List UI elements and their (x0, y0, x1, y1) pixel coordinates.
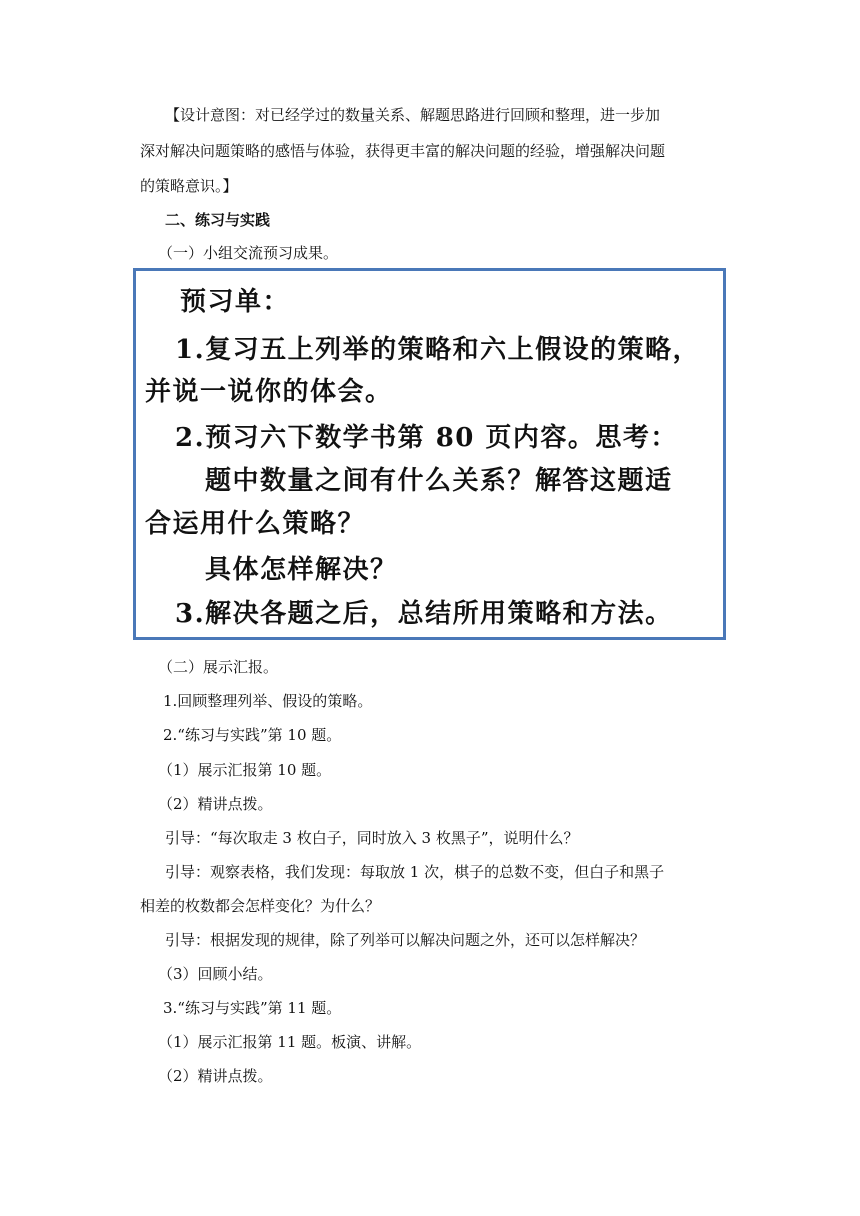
item-11-explain: （2）精讲点拨。 (158, 1067, 273, 1085)
section-title: 二、练习与实践 (165, 211, 271, 229)
design-intent-line-1: 【设计意图：对已经学过的数量关系、解题思路进行回顾和整理，进一步加 (165, 106, 661, 124)
item-review-strategies: 1.回顾整理列举、假设的策略。 (163, 692, 373, 710)
preview-item-1-cont: 并说一说你的体会。 (145, 377, 393, 407)
preview-item-2: 2.预习六下数学书第 80 页内容。思考： (175, 423, 678, 453)
guide-line-3: 引导：根据发现的规律，除了列举可以解决问题之外，还可以怎样解决？ (165, 931, 646, 949)
item-10-report: （1）展示汇报第 10 题。 (158, 761, 332, 779)
item-10-explain: （2）精讲点拨。 (158, 795, 273, 813)
item-10-summary: （3）回顾小结。 (158, 965, 273, 983)
preview-item-1: 1.复习五上列举的策略和六上假设的策略， (175, 335, 701, 365)
preview-item-2-solve: 具体怎样解决？ (205, 555, 398, 585)
preview-item-2-question-cont: 合运用什么策略？ (145, 509, 366, 539)
item-exercise-11: 3.“练习与实践”第 11 题。 (163, 999, 342, 1017)
design-intent-line-2: 深对解决问题策略的感悟与体验，获得更丰富的解决问题的经验，增强解决问题 (140, 142, 666, 160)
item-exercise-10: 2.“练习与实践”第 10 题。 (163, 726, 342, 744)
guide-line-1: 引导：“每次取走 3 枚白子，同时放入 3 枚黑子”，说明什么？ (165, 829, 579, 847)
preview-sheet-title: 预习单： (180, 287, 291, 317)
design-intent-line-3: 的策略意识。】 (140, 177, 238, 195)
item-11-report: （1）展示汇报第 11 题。板演、讲解。 (158, 1033, 422, 1051)
guide-line-2: 引导：观察表格，我们发现：每取放 1 次，棋子的总数不变，但白子和黑子 (165, 863, 665, 881)
preview-item-3: 3.解决各题之后，总结所用策略和方法。 (175, 599, 673, 629)
subsection-report: （二）展示汇报。 (158, 658, 279, 676)
subsection-preview-exchange: （一）小组交流预习成果。 (158, 244, 339, 262)
guide-line-2-cont: 相差的枚数都会怎样变化？为什么？ (140, 897, 381, 915)
preview-item-2-question: 题中数量之间有什么关系？解答这题适 (205, 466, 673, 496)
